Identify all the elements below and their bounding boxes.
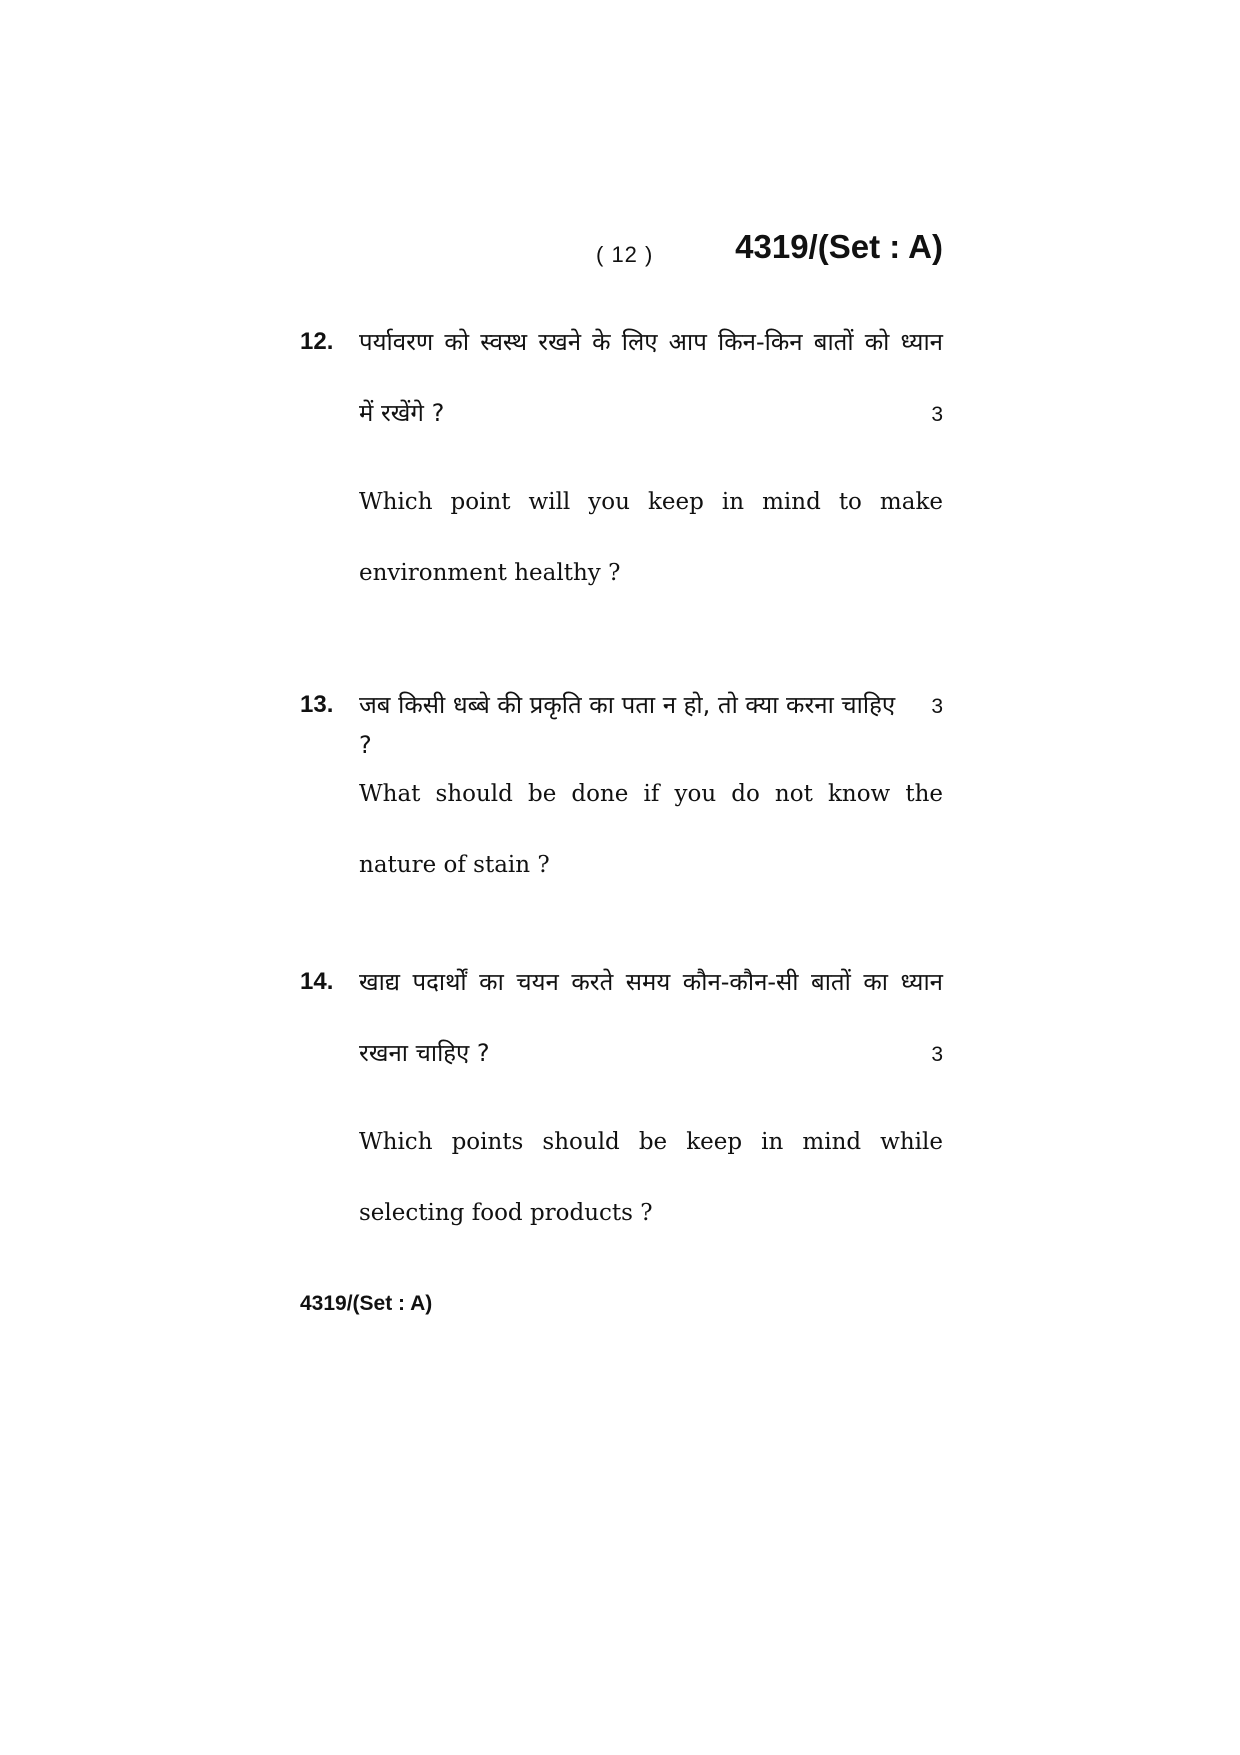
question-hindi-text: जब किसी धब्बे की प्रकृति का पता न हो, तो क्या करना चाहिए ? xyxy=(359,691,896,759)
paper-code-footer: 4319/(Set : A) xyxy=(300,1292,433,1315)
question-hindi-line xyxy=(359,685,943,759)
question-marks: 3 xyxy=(931,1043,943,1066)
question-english-line: nature of stain ? xyxy=(359,852,550,878)
question-english-line: selecting food products ? xyxy=(359,1200,653,1226)
question-body xyxy=(359,962,943,1264)
page-header xyxy=(0,228,1240,278)
question-english-line: Which points should be keep in mind while xyxy=(359,1129,943,1155)
paper-code-header: 4319/(Set : A) xyxy=(735,228,943,265)
question-hindi-line: पर्यावरण को स्वस्थ रखने के लिए आप किन-किन बातों को ध्यान xyxy=(359,328,943,356)
question-english-line: What should be done if you do not know the xyxy=(359,781,943,807)
question-body xyxy=(359,685,943,916)
question-hindi-text: में रखेंगे ? xyxy=(359,399,445,427)
question-english-line: environment healthy ? xyxy=(359,560,621,586)
question-hindi-line xyxy=(359,1033,943,1104)
page-number: ( 12 ) xyxy=(596,242,654,267)
question-marks: 3 xyxy=(931,403,943,426)
question-hindi-text: रखना चाहिए ? xyxy=(359,1039,490,1067)
question-number: 12. xyxy=(300,328,334,355)
question-body xyxy=(359,322,943,624)
question-hindi-line xyxy=(359,393,943,464)
question-hindi-line: खाद्य पदार्थों का चयन करते समय कौन-कौन-सी बातों का ध्यान xyxy=(359,968,943,996)
question-number: 14. xyxy=(300,968,334,995)
question-english-line: Which point will you keep in mind to make xyxy=(359,489,943,515)
question-number: 13. xyxy=(300,691,334,718)
question-marks: 3 xyxy=(931,695,943,718)
